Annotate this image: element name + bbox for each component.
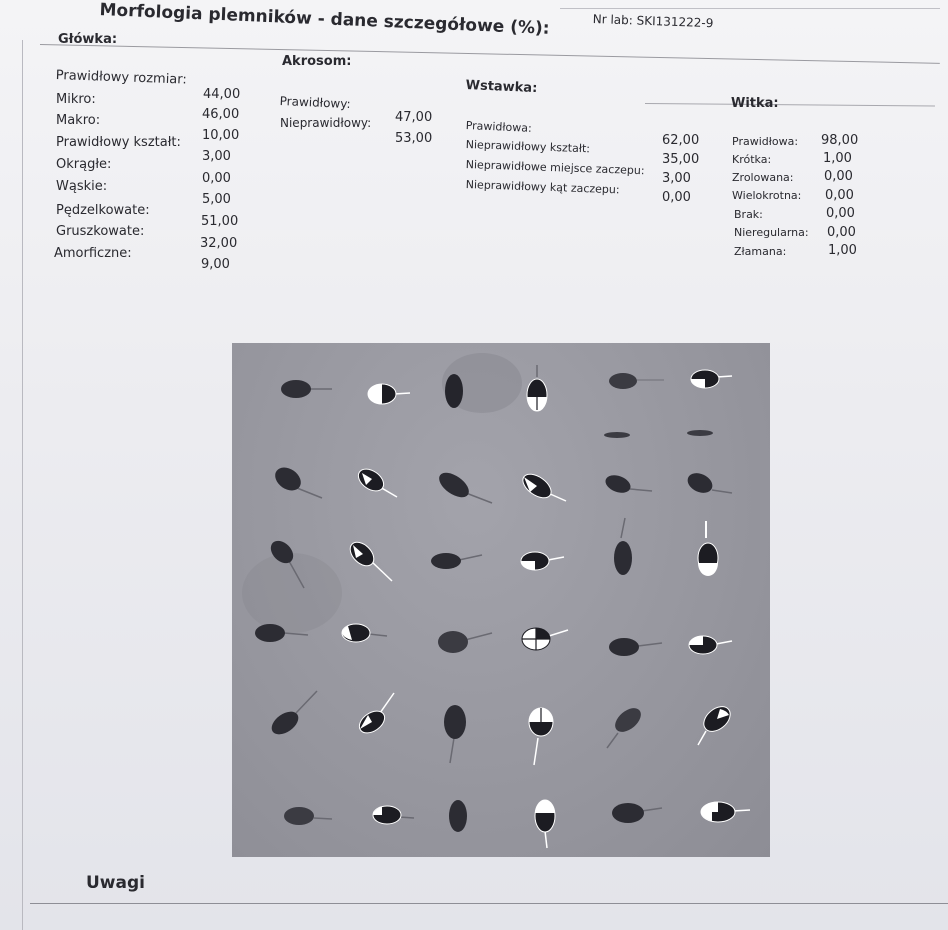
witka-label-3: Wielokrotna: — [732, 189, 802, 202]
sperm-cell — [607, 703, 645, 748]
lab-number: Nr lab: SKI131222-9 — [592, 12, 714, 31]
akrosom-value-0: 47,00 — [395, 110, 433, 125]
sperm-cell-annotated — [373, 806, 414, 824]
witka-label-0: Prawidłowa: — [732, 135, 799, 148]
sperm-cell-annotated — [701, 802, 750, 822]
sperm-cell-annotated — [527, 365, 547, 411]
sperm-cell-annotated — [346, 538, 392, 581]
wstawka-label-3: Nieprawidłowy kąt zaczepu: — [465, 178, 620, 197]
sperm-cell — [614, 518, 632, 575]
witka-value-0: 98,00 — [821, 133, 859, 148]
glowka-label-4: Okrągłe: — [56, 157, 112, 172]
wstawka-label-0: Prawidłowa: — [465, 119, 532, 135]
remarks-label: Uwagi — [86, 873, 145, 893]
sperm-cell — [603, 472, 652, 496]
sperm-cell — [281, 380, 332, 398]
glowka-value-3: 3,00 — [202, 149, 231, 164]
witka-value-5: 0,00 — [827, 225, 856, 240]
footer-rule — [30, 903, 948, 904]
section-title-witka: Witka: — [731, 96, 779, 111]
sperm-cell — [435, 468, 492, 503]
section-title-akrosom: Akrosom: — [282, 54, 352, 69]
section-title-glowka: Główka: — [58, 32, 118, 47]
akrosom-value-1: 53,00 — [395, 131, 433, 146]
sperm-cell — [431, 553, 482, 569]
page-title: Morfologia plemników - dane szczegółowe (%): — [99, 0, 550, 39]
sperm-cell-annotated — [521, 552, 564, 570]
glowka-value-5: 5,00 — [202, 192, 231, 207]
wstawka-value-1: 35,00 — [662, 152, 700, 167]
witka-value-4: 0,00 — [826, 206, 855, 221]
sperm-cell — [604, 432, 630, 438]
section-title-wstawka: Wstawka: — [465, 78, 538, 97]
sperm-cell-annotated — [519, 469, 566, 502]
glowka-value-6: 51,00 — [201, 214, 239, 229]
witka-value-3: 0,00 — [825, 188, 854, 203]
sperm-cell — [609, 373, 664, 389]
sperm-cell — [684, 469, 732, 496]
sperm-cell-annotated — [368, 384, 410, 404]
wstawka-value-2: 3,00 — [662, 171, 691, 186]
sperm-cell — [445, 374, 463, 408]
witka-value-6: 1,00 — [828, 243, 857, 258]
sperm-cell — [284, 807, 332, 825]
glowka-label-1: Mikro: — [56, 92, 96, 107]
sperm-cell — [271, 463, 322, 498]
sperm-cell — [444, 705, 466, 763]
glowka-label-8: Amorficzne: — [54, 246, 132, 261]
glowka-label-0: Prawidłowy rozmiar: — [55, 68, 188, 88]
glowka-value-0: 44,00 — [203, 87, 241, 102]
sperm-cell — [268, 691, 317, 739]
wstawka-value-3: 0,00 — [662, 190, 691, 205]
witka-label-1: Krótka: — [732, 153, 772, 166]
witka-label-4: Brak: — [734, 208, 763, 221]
sperm-cell-annotated — [698, 521, 718, 576]
sperm-cell — [609, 638, 662, 656]
glowka-label-7: Gruszkowate: — [56, 224, 145, 239]
top-edge-rule — [560, 8, 940, 9]
glowka-value-8: 9,00 — [201, 257, 230, 272]
akrosom-label-0: Prawidłowy: — [279, 94, 351, 112]
sperm-cell — [687, 430, 713, 436]
sperm-cell-annotated — [689, 636, 732, 654]
glowka-label-6: Pędzelkowate: — [56, 203, 150, 218]
sperm-cell-annotated — [698, 702, 735, 745]
glowka-value-2: 10,00 — [202, 128, 240, 143]
sperm-grid — [232, 343, 770, 857]
witka-label-2: Zrolowana: — [732, 171, 794, 184]
glowka-value-1: 46,00 — [202, 107, 240, 122]
sperm-cell — [612, 803, 662, 823]
witka-label-5: Nieregularna: — [734, 226, 809, 239]
sperm-microscopy-image — [232, 343, 770, 857]
sperm-cell-annotated — [355, 693, 394, 737]
witka-value-2: 0,00 — [824, 169, 853, 184]
sperm-cell-annotated — [529, 708, 553, 765]
wstawka-value-0: 62,00 — [662, 133, 700, 148]
wstawka-label-2: Nieprawidłowe miejsce zaczepu: — [465, 158, 645, 178]
glowka-label-3: Prawidłowy kształt: — [56, 135, 181, 150]
sperm-cell — [438, 631, 492, 653]
witka-value-1: 1,00 — [823, 151, 852, 166]
akrosom-label-1: Nieprawidłowy: — [280, 116, 372, 130]
page-left-margin — [22, 40, 23, 930]
witka-label-6: Złamana: — [734, 245, 787, 258]
glowka-label-5: Wąskie: — [56, 179, 108, 194]
sperm-cell-annotated — [691, 370, 732, 388]
sperm-cell-annotated — [535, 800, 555, 848]
wstawka-label-1: Nieprawidłowy kształt: — [465, 138, 591, 156]
glowka-value-4: 0,00 — [202, 171, 231, 186]
sperm-cell-annotated — [354, 465, 397, 497]
glowka-label-2: Makro: — [56, 113, 101, 128]
sperm-cell-annotated — [522, 628, 568, 650]
sperm-cell-annotated — [342, 624, 387, 642]
glowka-value-7: 32,00 — [200, 236, 238, 251]
sperm-cell — [449, 800, 467, 832]
